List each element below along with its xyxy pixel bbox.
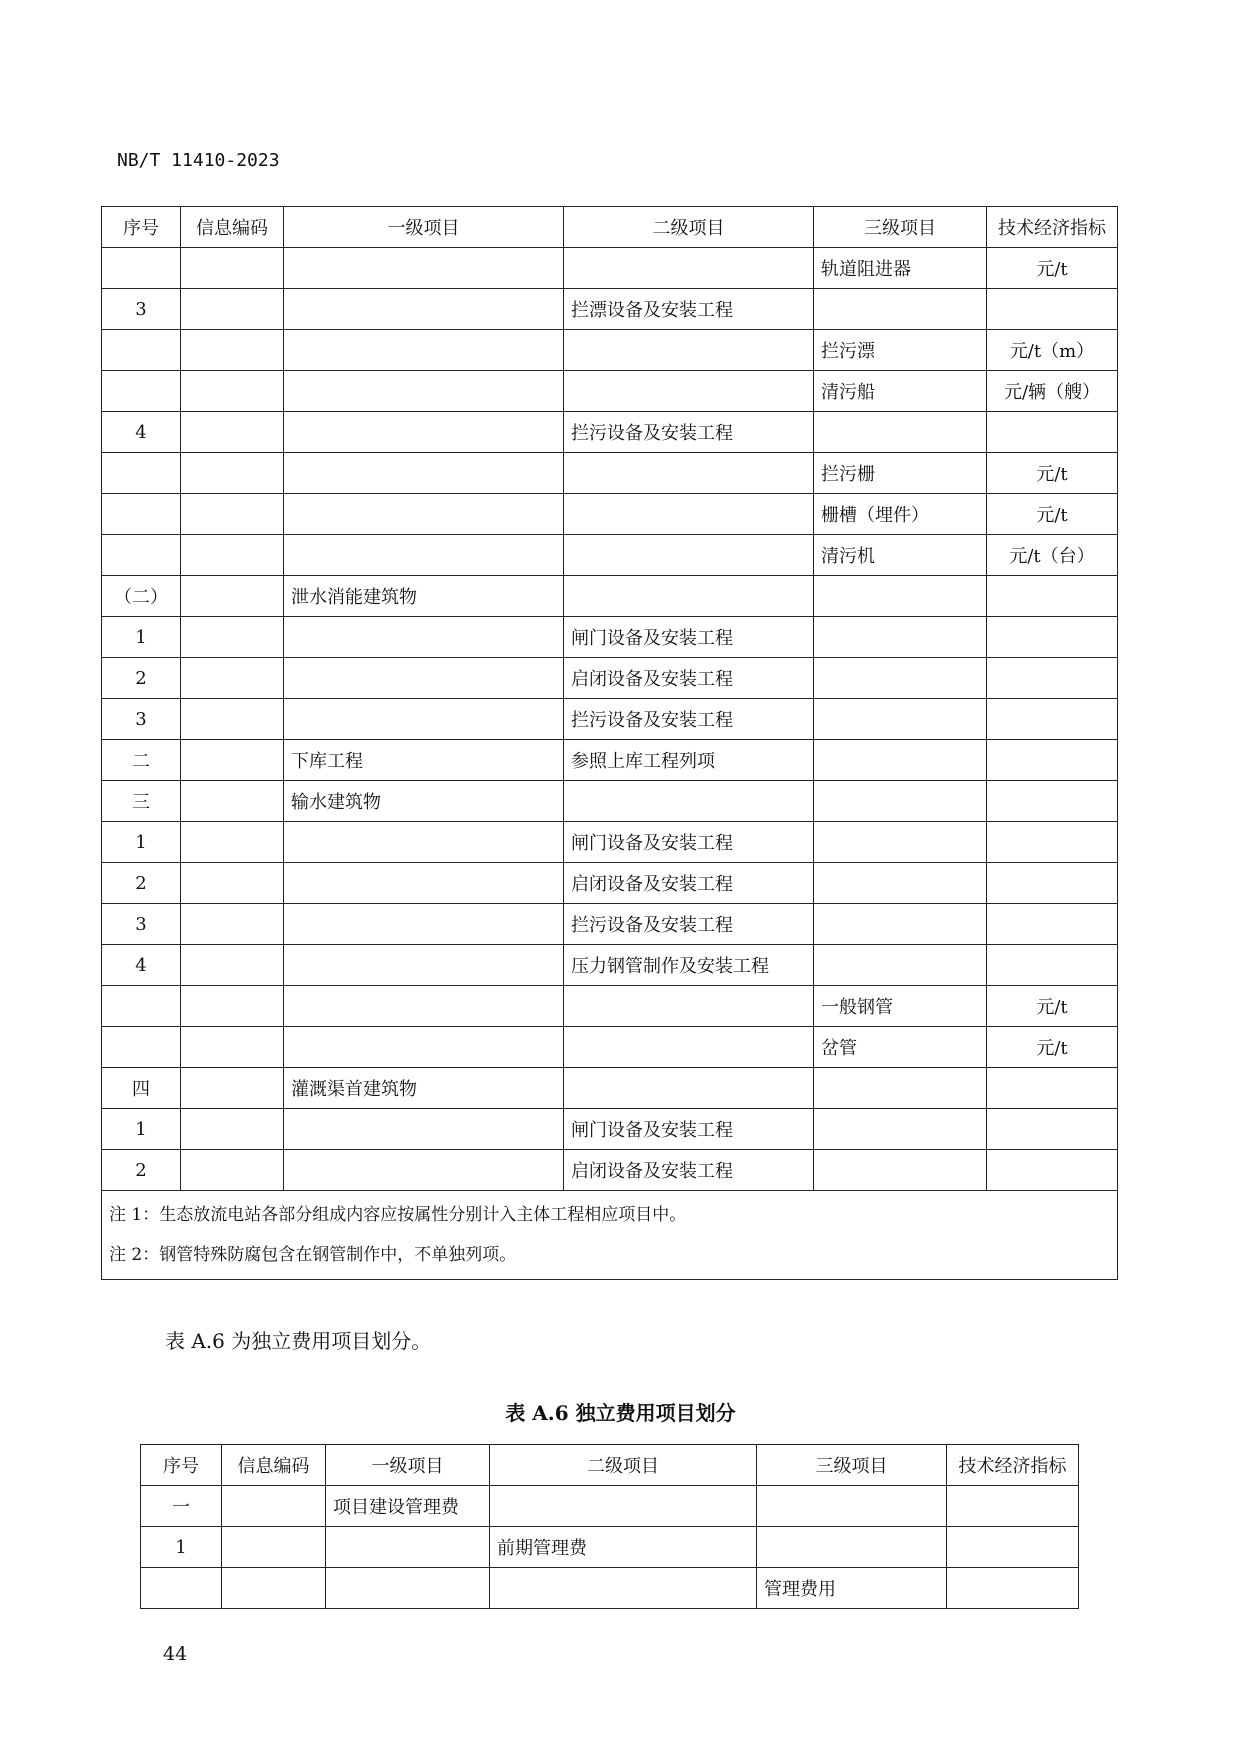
table-cell: 2 — [102, 658, 181, 699]
table-row — [102, 248, 1118, 289]
table-row — [102, 412, 1118, 453]
table-cell — [284, 945, 564, 986]
table-cell — [814, 1150, 987, 1191]
table-cell — [284, 371, 564, 412]
table-cell — [284, 904, 564, 945]
table-cell — [284, 822, 564, 863]
header-cell: 三级项目 — [757, 1445, 947, 1486]
table-note: 注 1：生态放流电站各部分组成内容应按属性分别计入主体工程相应项目中。 — [109, 1205, 687, 1225]
table-row — [102, 781, 1118, 822]
table-cell — [987, 863, 1118, 904]
table-cell: 拦污栅 — [814, 453, 987, 494]
table-cell: 闸门设备及安装工程 — [564, 822, 814, 863]
table-cell — [814, 781, 987, 822]
table-row — [102, 535, 1118, 576]
table-cell: 元/t — [987, 494, 1118, 535]
table-cell — [284, 248, 564, 289]
table-cell — [814, 822, 987, 863]
table-cell — [284, 1027, 564, 1068]
table-cell — [814, 945, 987, 986]
table-cell — [814, 904, 987, 945]
table-cell — [564, 1027, 814, 1068]
standard-code: NB/T 11410-2023 — [117, 150, 280, 171]
table-row — [102, 986, 1118, 1027]
notes-row — [102, 1191, 1118, 1280]
table-cell: 元/t — [987, 248, 1118, 289]
intro-paragraph: 表 A.6 为独立费用项目划分。 — [165, 1329, 432, 1353]
table-notes — [102, 1191, 1118, 1280]
table-cell — [181, 289, 284, 330]
table-cell — [181, 863, 284, 904]
table-cell — [181, 986, 284, 1027]
table-cell — [181, 1150, 284, 1191]
table-cell — [814, 740, 987, 781]
table-cell: （二） — [102, 576, 181, 617]
table-cell: 启闭设备及安装工程 — [564, 863, 814, 904]
table-row — [102, 945, 1118, 986]
table-row — [102, 1109, 1118, 1150]
table-cell — [490, 1486, 757, 1527]
table-cell — [564, 781, 814, 822]
table-cell — [222, 1527, 326, 1568]
table-cell: 4 — [102, 945, 181, 986]
table-cell — [757, 1527, 947, 1568]
table-cell: 轨道阻进器 — [814, 248, 987, 289]
table-cell — [222, 1486, 326, 1527]
table-cell: 2 — [102, 863, 181, 904]
table-cell — [181, 453, 284, 494]
table-cell — [564, 494, 814, 535]
table-cell: 压力钢管制作及安装工程 — [564, 945, 814, 986]
table-cell — [326, 1527, 490, 1568]
table-cell — [181, 822, 284, 863]
table-cell — [947, 1486, 1079, 1527]
table-cell: 1 — [141, 1527, 222, 1568]
header-cell: 技术经济指标 — [987, 207, 1118, 248]
table-row — [141, 1527, 1079, 1568]
table-cell — [284, 535, 564, 576]
table-caption: 表 A.6 独立费用项目划分 — [505, 1401, 736, 1425]
table-cell — [814, 412, 987, 453]
header-cell: 序号 — [141, 1445, 222, 1486]
table-cell — [181, 617, 284, 658]
table-cell — [141, 1568, 222, 1609]
table-cell — [181, 781, 284, 822]
table-cell — [564, 1068, 814, 1109]
header-cell: 信息编码 — [222, 1445, 326, 1486]
table-cell: 启闭设备及安装工程 — [564, 1150, 814, 1191]
table-cell — [564, 986, 814, 1027]
header-cell: 序号 — [102, 207, 181, 248]
table-cell: 参照上库工程列项 — [564, 740, 814, 781]
table-cell — [284, 330, 564, 371]
table-note: 注 2：钢管特殊防腐包含在钢管制作中，不单独列项。 — [109, 1245, 517, 1265]
table-cell — [284, 658, 564, 699]
table-cell — [564, 330, 814, 371]
table-cell: 闸门设备及安装工程 — [564, 1109, 814, 1150]
table-cell — [181, 904, 284, 945]
table-cell — [987, 781, 1118, 822]
table-cell: 3 — [102, 904, 181, 945]
table-cell — [987, 617, 1118, 658]
independent-cost-table — [140, 1444, 1079, 1609]
table-cell: 三 — [102, 781, 181, 822]
table-cell — [326, 1568, 490, 1609]
table-cell — [181, 658, 284, 699]
table-cell: 前期管理费 — [490, 1527, 757, 1568]
table-cell — [181, 494, 284, 535]
table-row — [102, 863, 1118, 904]
table-cell — [284, 617, 564, 658]
table-cell: 拦漂设备及安装工程 — [564, 289, 814, 330]
table-row — [102, 494, 1118, 535]
header-cell: 一级项目 — [326, 1445, 490, 1486]
table-cell — [181, 1027, 284, 1068]
table-cell — [181, 535, 284, 576]
table-cell: 拦污漂 — [814, 330, 987, 371]
header-cell: 二级项目 — [564, 207, 814, 248]
table-cell — [181, 699, 284, 740]
table-cell — [284, 289, 564, 330]
table-cell — [987, 904, 1118, 945]
table-cell: 四 — [102, 1068, 181, 1109]
table-cell — [284, 1109, 564, 1150]
table-row — [102, 289, 1118, 330]
table-cell: 启闭设备及安装工程 — [564, 658, 814, 699]
table-cell — [102, 371, 181, 412]
table-cell: 元/t — [987, 986, 1118, 1027]
table-row — [102, 699, 1118, 740]
table-cell: 3 — [102, 289, 181, 330]
table-cell — [947, 1527, 1079, 1568]
table-row — [102, 330, 1118, 371]
table-cell: 项目建设管理费 — [326, 1486, 490, 1527]
table-cell — [987, 1068, 1118, 1109]
table-row — [102, 904, 1118, 945]
table-cell — [284, 412, 564, 453]
table-cell — [181, 576, 284, 617]
table-row — [102, 371, 1118, 412]
table-cell — [987, 289, 1118, 330]
table-cell: 管理费用 — [757, 1568, 947, 1609]
table-cell — [181, 1109, 284, 1150]
table-cell — [814, 699, 987, 740]
table-cell — [564, 535, 814, 576]
table-cell: 元/t（台） — [987, 535, 1118, 576]
table-cell — [181, 371, 284, 412]
header-row — [102, 207, 1118, 248]
table-cell — [102, 248, 181, 289]
table-cell — [814, 863, 987, 904]
table-cell: 1 — [102, 822, 181, 863]
table-cell — [987, 576, 1118, 617]
table-cell: 灌溉渠首建筑物 — [284, 1068, 564, 1109]
table-cell: 元/t — [987, 453, 1118, 494]
table-cell — [564, 371, 814, 412]
table-row — [102, 1150, 1118, 1191]
table-cell — [564, 453, 814, 494]
table-cell — [102, 535, 181, 576]
table-cell — [814, 1109, 987, 1150]
table-cell: 元/辆（艘） — [987, 371, 1118, 412]
table-row — [102, 576, 1118, 617]
table-cell: 拦污设备及安装工程 — [564, 904, 814, 945]
header-cell: 一级项目 — [284, 207, 564, 248]
table-cell: 岔管 — [814, 1027, 987, 1068]
table-cell: 泄水消能建筑物 — [284, 576, 564, 617]
table-cell — [181, 945, 284, 986]
header-cell: 信息编码 — [181, 207, 284, 248]
table-cell — [181, 330, 284, 371]
table-cell — [181, 248, 284, 289]
table-cell — [814, 658, 987, 699]
table-cell: 清污机 — [814, 535, 987, 576]
table-cell: 一般钢管 — [814, 986, 987, 1027]
table-cell: 3 — [102, 699, 181, 740]
table-cell: 2 — [102, 1150, 181, 1191]
table-row — [102, 822, 1118, 863]
table-cell — [284, 863, 564, 904]
table-cell: 栅槽（埋件） — [814, 494, 987, 535]
page-number: 44 — [163, 1643, 188, 1665]
table-cell — [987, 412, 1118, 453]
table-cell — [102, 1027, 181, 1068]
table-cell — [814, 1068, 987, 1109]
table-cell — [284, 699, 564, 740]
table-row — [141, 1568, 1079, 1609]
table-cell — [284, 986, 564, 1027]
table-cell: 输水建筑物 — [284, 781, 564, 822]
table-row — [102, 617, 1118, 658]
table-cell: 拦污设备及安装工程 — [564, 412, 814, 453]
table-cell: 二 — [102, 740, 181, 781]
table-cell — [564, 248, 814, 289]
table-cell: 1 — [102, 617, 181, 658]
table-cell: 清污船 — [814, 371, 987, 412]
table-cell: 下库工程 — [284, 740, 564, 781]
table-row — [102, 658, 1118, 699]
table-cell — [987, 1150, 1118, 1191]
table-cell: 闸门设备及安装工程 — [564, 617, 814, 658]
table-cell — [102, 494, 181, 535]
header-cell: 二级项目 — [490, 1445, 757, 1486]
table-cell: 一 — [141, 1486, 222, 1527]
table-cell — [222, 1568, 326, 1609]
table-cell — [102, 453, 181, 494]
table-cell — [181, 412, 284, 453]
table-cell: 1 — [102, 1109, 181, 1150]
table-cell — [181, 740, 284, 781]
table-row — [102, 1068, 1118, 1109]
table-cell — [947, 1568, 1079, 1609]
table-cell — [757, 1486, 947, 1527]
table-cell — [814, 289, 987, 330]
table-cell — [987, 699, 1118, 740]
header-cell: 三级项目 — [814, 207, 987, 248]
table-row — [102, 453, 1118, 494]
table-cell — [987, 822, 1118, 863]
table-cell — [284, 494, 564, 535]
table-row — [102, 1027, 1118, 1068]
table-cell — [284, 453, 564, 494]
table-cell — [102, 986, 181, 1027]
table-cell — [181, 1068, 284, 1109]
table-cell: 元/t — [987, 1027, 1118, 1068]
project-table-continued — [101, 206, 1118, 1280]
table-cell: 元/t（m） — [987, 330, 1118, 371]
table-cell — [987, 1109, 1118, 1150]
table-row — [102, 740, 1118, 781]
table-row — [141, 1486, 1079, 1527]
header-row — [141, 1445, 1079, 1486]
table-cell — [987, 740, 1118, 781]
table-cell — [564, 576, 814, 617]
table-cell — [987, 945, 1118, 986]
table-cell — [490, 1568, 757, 1609]
table-cell: 4 — [102, 412, 181, 453]
table-cell — [987, 658, 1118, 699]
table-cell — [102, 330, 181, 371]
table-cell — [814, 576, 987, 617]
table-cell — [814, 617, 987, 658]
table-cell — [284, 1150, 564, 1191]
header-cell: 技术经济指标 — [947, 1445, 1079, 1486]
table-cell: 拦污设备及安装工程 — [564, 699, 814, 740]
